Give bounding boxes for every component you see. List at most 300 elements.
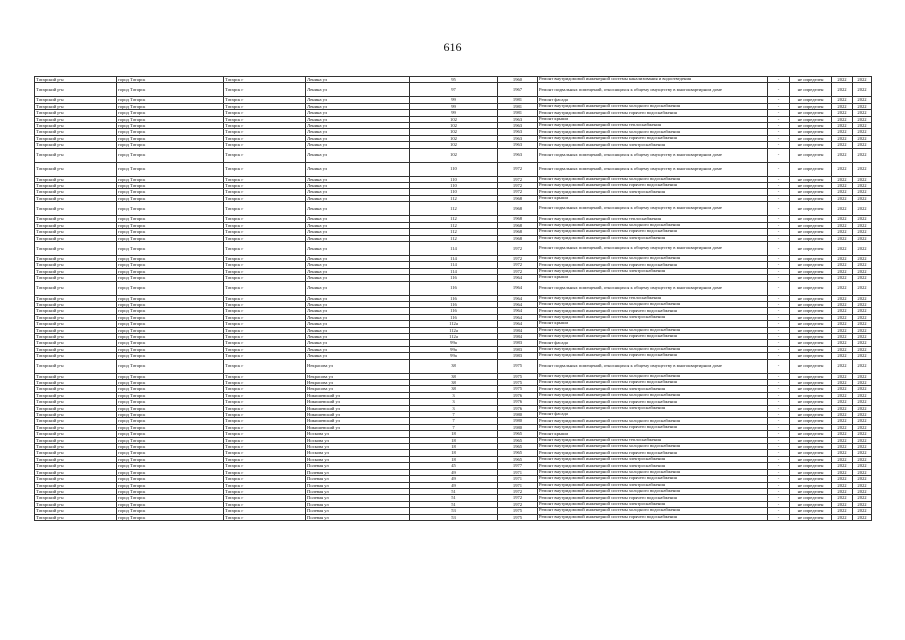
cell-street: Ленина ул — [306, 116, 410, 122]
cell-street: Ленина ул — [306, 123, 410, 129]
cell-year-end: 2022 — [853, 380, 872, 386]
cell-year-end: 2022 — [853, 392, 872, 398]
cell-dash: - — [768, 469, 790, 475]
cell-district: Татарский р-н — [35, 255, 117, 261]
cell-status: не определен — [790, 189, 832, 195]
cell-city: Татарск г — [224, 195, 306, 201]
cell-settlement: город Татарск — [117, 77, 224, 83]
table-row — [35, 281, 872, 295]
cell-year-end: 2022 — [853, 268, 872, 274]
cell-street: Некрасова ул — [306, 373, 410, 379]
cell-settlement: город Татарск — [117, 189, 224, 195]
cell-year-start: 2022 — [832, 508, 853, 514]
cell-district: Татарский р-н — [35, 195, 117, 201]
cell-year-start: 2022 — [832, 418, 853, 424]
cell-street: Ленина ул — [306, 353, 410, 359]
cell-house: 102 — [410, 116, 498, 122]
cell-work-type: Ремонт внутридомовой инженерной системы теплоснабжения — [538, 216, 768, 222]
cell-city: Татарск г — [224, 340, 306, 346]
cell-dash: - — [768, 229, 790, 235]
cell-year-end: 2022 — [853, 241, 872, 255]
cell-built-year: 1972 — [498, 255, 538, 261]
cell-work-type: Ремонт внутридомовой инженерной системы горячего водоснабжения — [538, 183, 768, 189]
cell-house: 99 — [410, 97, 498, 103]
cell-work-type: Ремонт внутридомовой инженерной системы электроснабжения — [538, 456, 768, 462]
cell-year-start: 2022 — [832, 110, 853, 116]
cell-city: Татарск г — [224, 450, 306, 456]
cell-house: 112 — [410, 216, 498, 222]
cell-work-type: Ремонт фасада — [538, 340, 768, 346]
cell-settlement: город Татарск — [117, 418, 224, 424]
cell-built-year: 1975 — [498, 359, 538, 373]
cell-house: 97 — [410, 83, 498, 97]
cell-year-start: 2022 — [832, 235, 853, 241]
cell-work-type: Ремонт внутридомовой инженерной системы электроснабжения — [538, 235, 768, 241]
cell-status: не определен — [790, 195, 832, 201]
cell-street: Никишевский ул — [306, 412, 410, 418]
cell-work-type: Ремонт внутридомовой инженерной системы холодного водоснабжения — [538, 255, 768, 261]
cell-settlement: город Татарск — [117, 340, 224, 346]
cell-dash: - — [768, 321, 790, 327]
cell-city: Татарск г — [224, 235, 306, 241]
cell-year-end: 2022 — [853, 229, 872, 235]
cell-house: 7 — [410, 424, 498, 430]
cell-settlement: город Татарск — [117, 456, 224, 462]
cell-house: 116 — [410, 295, 498, 301]
cell-work-type: Ремонт внутридомовой инженерной системы горячего водоснабжения — [538, 450, 768, 456]
cell-year-start: 2022 — [832, 77, 853, 83]
cell-house: 45 — [410, 463, 498, 469]
cell-built-year: 1980 — [498, 412, 538, 418]
cell-city: Татарск г — [224, 386, 306, 392]
cell-city: Татарск г — [224, 216, 306, 222]
cell-year-end: 2022 — [853, 314, 872, 320]
cell-year-end: 2022 — [853, 501, 872, 507]
cell-city: Татарск г — [224, 301, 306, 307]
cell-street: Ленина ул — [306, 229, 410, 235]
cell-city: Татарск г — [224, 508, 306, 514]
cell-street: Ленина ул — [306, 321, 410, 327]
cell-year-start: 2022 — [832, 488, 853, 494]
cell-year-start: 2022 — [832, 412, 853, 418]
cell-work-type: Ремонт внутридомовой инженерной системы электроснабжения — [538, 463, 768, 469]
cell-status: не определен — [790, 495, 832, 501]
cell-dash: - — [768, 262, 790, 268]
cell-city: Татарск г — [224, 392, 306, 398]
cell-house: 51 — [410, 488, 498, 494]
cell-year-end: 2022 — [853, 431, 872, 437]
cell-work-type: Ремонт фасада — [538, 97, 768, 103]
cell-city: Татарск г — [224, 123, 306, 129]
cell-house: 18 — [410, 444, 498, 450]
cell-built-year: 1972 — [498, 488, 538, 494]
cell-work-type: Ремонт внутридомовой инженерной системы холодного водоснабжения — [538, 103, 768, 109]
page-number: 616 — [443, 40, 462, 54]
cell-district: Татарский р-н — [35, 412, 117, 418]
cell-year-start: 2022 — [832, 301, 853, 307]
cell-street: Некрасова ул — [306, 380, 410, 386]
cell-street: Носкова ул — [306, 444, 410, 450]
cell-year-end: 2022 — [853, 508, 872, 514]
cell-work-type: Ремонт внутридомовой инженерной системы горячего водоснабжения — [538, 333, 768, 339]
cell-status: не определен — [790, 450, 832, 456]
cell-year-end: 2022 — [853, 456, 872, 462]
cell-district: Татарский р-н — [35, 229, 117, 235]
cell-built-year: 1964 — [498, 281, 538, 295]
cell-year-start: 2022 — [832, 386, 853, 392]
cell-settlement: город Татарск — [117, 216, 224, 222]
cell-house: 116 — [410, 308, 498, 314]
cell-district: Татарский р-н — [35, 463, 117, 469]
cell-built-year: 1972 — [498, 176, 538, 182]
cell-house: 51 — [410, 501, 498, 507]
cell-house: 102 — [410, 135, 498, 141]
cell-built-year: 1971 — [498, 482, 538, 488]
cell-house: 110 — [410, 183, 498, 189]
cell-work-type: Ремонт внутридомовой инженерной системы электроснабжения — [538, 142, 768, 148]
cell-city: Татарск г — [224, 514, 306, 520]
cell-settlement: город Татарск — [117, 405, 224, 411]
cell-dash: - — [768, 488, 790, 494]
cell-street: Никишевский ул — [306, 399, 410, 405]
cell-built-year: 1968 — [498, 235, 538, 241]
cell-dash: - — [768, 373, 790, 379]
cell-status: не определен — [790, 456, 832, 462]
cell-work-type: Ремонт внутридомовой инженерной системы теплоснабжения — [538, 123, 768, 129]
cell-settlement: город Татарск — [117, 123, 224, 129]
cell-year-end: 2022 — [853, 482, 872, 488]
cell-year-start: 2022 — [832, 469, 853, 475]
cell-status: не определен — [790, 202, 832, 216]
cell-district: Татарский р-н — [35, 262, 117, 268]
cell-district: Татарский р-н — [35, 359, 117, 373]
cell-year-end: 2022 — [853, 399, 872, 405]
table-row — [35, 359, 872, 373]
cell-dash: - — [768, 346, 790, 352]
cell-dash: - — [768, 495, 790, 501]
cell-work-type: Ремонт внутридомовой инженерной системы холодного водоснабжения — [538, 392, 768, 398]
cell-settlement: город Татарск — [117, 380, 224, 386]
cell-dash: - — [768, 314, 790, 320]
cell-settlement: город Татарск — [117, 202, 224, 216]
cell-house: 114 — [410, 255, 498, 261]
cell-district: Татарский р-н — [35, 103, 117, 109]
cell-dash: - — [768, 444, 790, 450]
cell-status: не определен — [790, 222, 832, 228]
cell-work-type: Ремонт подвальных помещений, относящихся к общему имуществу в многоквартирном доме — [538, 241, 768, 255]
cell-district: Татарский р-н — [35, 314, 117, 320]
cell-year-start: 2022 — [832, 444, 853, 450]
cell-built-year: 1963 — [498, 142, 538, 148]
cell-house: 49 — [410, 482, 498, 488]
cell-street: Ленина ул — [306, 195, 410, 201]
cell-built-year: 1975 — [498, 386, 538, 392]
cell-settlement: город Татарск — [117, 399, 224, 405]
cell-work-type: Ремонт подвальных помещений, относящихся к общему имуществу в многоквартирном доме — [538, 281, 768, 295]
cell-year-start: 2022 — [832, 314, 853, 320]
cell-city: Татарск г — [224, 268, 306, 274]
cell-work-type: Ремонт внутридомовой инженерной системы холодного водоснабжения — [538, 444, 768, 450]
cell-dash: - — [768, 412, 790, 418]
cell-city: Татарск г — [224, 308, 306, 314]
cell-district: Татарский р-н — [35, 482, 117, 488]
cell-district: Татарский р-н — [35, 176, 117, 182]
cell-settlement: город Татарск — [117, 241, 224, 255]
cell-year-start: 2022 — [832, 123, 853, 129]
cell-built-year: 1963 — [498, 129, 538, 135]
cell-work-type: Ремонт внутридомовой инженерной системы горячего водоснабжения — [538, 229, 768, 235]
cell-district: Татарский р-н — [35, 281, 117, 295]
cell-street: Полевая ул — [306, 508, 410, 514]
cell-dash: - — [768, 501, 790, 507]
cell-built-year: 1960 — [498, 77, 538, 83]
cell-work-type: Ремонт внутридомовой инженерной системы холодного водоснабжения — [538, 301, 768, 307]
cell-settlement: город Татарск — [117, 463, 224, 469]
cell-house: 95 — [410, 77, 498, 83]
cell-house: 51 — [410, 495, 498, 501]
cell-settlement: город Татарск — [117, 501, 224, 507]
cell-street: Ленина ул — [306, 77, 410, 83]
cell-district: Татарский р-н — [35, 399, 117, 405]
cell-settlement: город Татарск — [117, 195, 224, 201]
cell-settlement: город Татарск — [117, 262, 224, 268]
cell-district: Татарский р-н — [35, 216, 117, 222]
cell-year-start: 2022 — [832, 327, 853, 333]
cell-dash: - — [768, 255, 790, 261]
cell-built-year: 1963 — [498, 116, 538, 122]
cell-work-type: Ремонт внутридомовой инженерной системы электроснабжения — [538, 189, 768, 195]
cell-settlement: город Татарск — [117, 346, 224, 352]
cell-dash: - — [768, 514, 790, 520]
cell-dash: - — [768, 340, 790, 346]
cell-dash: - — [768, 450, 790, 456]
cell-district: Татарский р-н — [35, 189, 117, 195]
cell-year-end: 2022 — [853, 476, 872, 482]
cell-street: Полевая ул — [306, 495, 410, 501]
cell-work-type: Ремонт крыши — [538, 431, 768, 437]
cell-street: Ленина ул — [306, 222, 410, 228]
cell-built-year: 1972 — [498, 189, 538, 195]
cell-year-end: 2022 — [853, 162, 872, 176]
cell-street: Ленина ул — [306, 255, 410, 261]
cell-built-year: 1975 — [498, 514, 538, 520]
cell-district: Татарский р-н — [35, 321, 117, 327]
cell-house: 7 — [410, 412, 498, 418]
cell-house: 110 — [410, 176, 498, 182]
cell-built-year: 1972 — [498, 241, 538, 255]
cell-dash: - — [768, 103, 790, 109]
cell-settlement: город Татарск — [117, 424, 224, 430]
cell-year-start: 2022 — [832, 514, 853, 520]
cell-district: Татарский р-н — [35, 424, 117, 430]
cell-settlement: город Татарск — [117, 437, 224, 443]
cell-built-year: 1980 — [498, 424, 538, 430]
cell-dash: - — [768, 424, 790, 430]
cell-district: Татарский р-н — [35, 116, 117, 122]
cell-status: не определен — [790, 412, 832, 418]
cell-street: Полевая ул — [306, 501, 410, 507]
cell-house: 116 — [410, 281, 498, 295]
cell-city: Татарск г — [224, 202, 306, 216]
cell-settlement: город Татарск — [117, 333, 224, 339]
table-row — [35, 202, 872, 216]
cell-work-type: Ремонт внутридомовой инженерной системы холодного водоснабжения — [538, 508, 768, 514]
cell-street: Некрасова ул — [306, 386, 410, 392]
cell-year-end: 2022 — [853, 129, 872, 135]
cell-work-type: Ремонт внутридомовой инженерной системы холодного водоснабжения — [538, 469, 768, 475]
cell-house: 99 — [410, 103, 498, 109]
cell-year-end: 2022 — [853, 333, 872, 339]
cell-settlement: город Татарск — [117, 392, 224, 398]
cell-district: Татарский р-н — [35, 295, 117, 301]
cell-settlement: город Татарск — [117, 327, 224, 333]
cell-house: 18 — [410, 431, 498, 437]
cell-year-end: 2022 — [853, 116, 872, 122]
cell-district: Татарский р-н — [35, 301, 117, 307]
cell-year-end: 2022 — [853, 514, 872, 520]
cell-district: Татарский р-н — [35, 333, 117, 339]
cell-dash: - — [768, 268, 790, 274]
cell-settlement: город Татарск — [117, 110, 224, 116]
cell-dash: - — [768, 359, 790, 373]
cell-street: Ленина ул — [306, 110, 410, 116]
cell-year-start: 2022 — [832, 281, 853, 295]
cell-district: Татарский р-н — [35, 275, 117, 281]
cell-year-end: 2022 — [853, 437, 872, 443]
cell-status: не определен — [790, 508, 832, 514]
cell-status: не определен — [790, 268, 832, 274]
cell-district: Татарский р-н — [35, 456, 117, 462]
cell-built-year: 1972 — [498, 268, 538, 274]
cell-house: 49 — [410, 469, 498, 475]
cell-street: Ленина ул — [306, 183, 410, 189]
cell-built-year: 1976 — [498, 399, 538, 405]
cell-dash: - — [768, 301, 790, 307]
cell-district: Татарский р-н — [35, 123, 117, 129]
cell-dash: - — [768, 295, 790, 301]
cell-street: Ленина ул — [306, 97, 410, 103]
cell-built-year: 1972 — [498, 501, 538, 507]
cell-year-end: 2022 — [853, 202, 872, 216]
cell-year-end: 2022 — [853, 235, 872, 241]
cell-year-start: 2022 — [832, 268, 853, 274]
cell-settlement: город Татарск — [117, 495, 224, 501]
cell-built-year: 1976 — [498, 405, 538, 411]
cell-year-end: 2022 — [853, 359, 872, 373]
cell-settlement: город Татарск — [117, 469, 224, 475]
cell-district: Татарский р-н — [35, 162, 117, 176]
cell-house: 38 — [410, 380, 498, 386]
cell-work-type: Ремонт внутридомовой инженерной системы холодного водоснабжения — [538, 488, 768, 494]
cell-year-end: 2022 — [853, 424, 872, 430]
cell-year-end: 2022 — [853, 321, 872, 327]
cell-district: Татарский р-н — [35, 380, 117, 386]
cell-status: не определен — [790, 373, 832, 379]
cell-city: Татарск г — [224, 463, 306, 469]
cell-district: Татарский р-н — [35, 353, 117, 359]
cell-year-end: 2022 — [853, 295, 872, 301]
cell-city: Татарск г — [224, 359, 306, 373]
cell-district: Татарский р-н — [35, 373, 117, 379]
cell-year-start: 2022 — [832, 295, 853, 301]
cell-dash: - — [768, 148, 790, 162]
cell-year-start: 2022 — [832, 275, 853, 281]
cell-settlement: город Татарск — [117, 281, 224, 295]
cell-house: 112а — [410, 327, 498, 333]
cell-work-type: Ремонт крыши — [538, 195, 768, 201]
cell-house: 116 — [410, 275, 498, 281]
cell-year-end: 2022 — [853, 77, 872, 83]
cell-dash: - — [768, 380, 790, 386]
cell-house: 99а — [410, 353, 498, 359]
cell-street: Никишевский ул — [306, 392, 410, 398]
cell-dash: - — [768, 386, 790, 392]
cell-work-type: Ремонт внутридомовой инженерной системы электроснабжения — [538, 314, 768, 320]
cell-year-end: 2022 — [853, 450, 872, 456]
cell-status: не определен — [790, 229, 832, 235]
cell-year-start: 2022 — [832, 463, 853, 469]
cell-street: Полевая ул — [306, 488, 410, 494]
cell-status: не определен — [790, 482, 832, 488]
cell-street: Ленина ул — [306, 262, 410, 268]
cell-dash: - — [768, 142, 790, 148]
cell-street: Ленина ул — [306, 333, 410, 339]
cell-status: не определен — [790, 399, 832, 405]
cell-status: не определен — [790, 327, 832, 333]
cell-dash: - — [768, 508, 790, 514]
cell-house: 38 — [410, 386, 498, 392]
cell-city: Татарск г — [224, 501, 306, 507]
cell-work-type: Ремонт внутридомовой инженерной системы электроснабжения — [538, 268, 768, 274]
cell-dash: - — [768, 399, 790, 405]
cell-year-start: 2022 — [832, 353, 853, 359]
cell-city: Татарск г — [224, 189, 306, 195]
cell-settlement: город Татарск — [117, 268, 224, 274]
cell-district: Татарский р-н — [35, 444, 117, 450]
cell-street: Полевая ул — [306, 469, 410, 475]
cell-year-end: 2022 — [853, 123, 872, 129]
cell-city: Татарск г — [224, 162, 306, 176]
cell-street: Носкова ул — [306, 437, 410, 443]
cell-district: Татарский р-н — [35, 418, 117, 424]
cell-street: Ленина ул — [306, 346, 410, 352]
cell-status: не определен — [790, 340, 832, 346]
cell-street: Ленина ул — [306, 135, 410, 141]
cell-district: Татарский р-н — [35, 340, 117, 346]
cell-built-year: 1971 — [498, 469, 538, 475]
cell-city: Татарск г — [224, 116, 306, 122]
cell-street: Носкова ул — [306, 431, 410, 437]
cell-year-end: 2022 — [853, 340, 872, 346]
cell-street: Носкова ул — [306, 456, 410, 462]
cell-house: 112 — [410, 235, 498, 241]
cell-dash: - — [768, 456, 790, 462]
cell-year-start: 2022 — [832, 456, 853, 462]
cell-built-year: 1965 — [498, 437, 538, 443]
cell-city: Татарск г — [224, 97, 306, 103]
cell-built-year: 1980 — [498, 418, 538, 424]
cell-street: Ленина ул — [306, 281, 410, 295]
cell-built-year: 1964 — [498, 314, 538, 320]
cell-work-type: Ремонт внутридомовой инженерной системы теплоснабжения — [538, 437, 768, 443]
cell-status: не определен — [790, 405, 832, 411]
cell-built-year: 1968 — [498, 195, 538, 201]
cell-district: Татарский р-н — [35, 476, 117, 482]
cell-street: Полевая ул — [306, 476, 410, 482]
cell-district: Татарский р-н — [35, 346, 117, 352]
cell-work-type: Ремонт внутридомовой инженерной системы холодного водоснабжения — [538, 327, 768, 333]
cell-city: Татарск г — [224, 431, 306, 437]
